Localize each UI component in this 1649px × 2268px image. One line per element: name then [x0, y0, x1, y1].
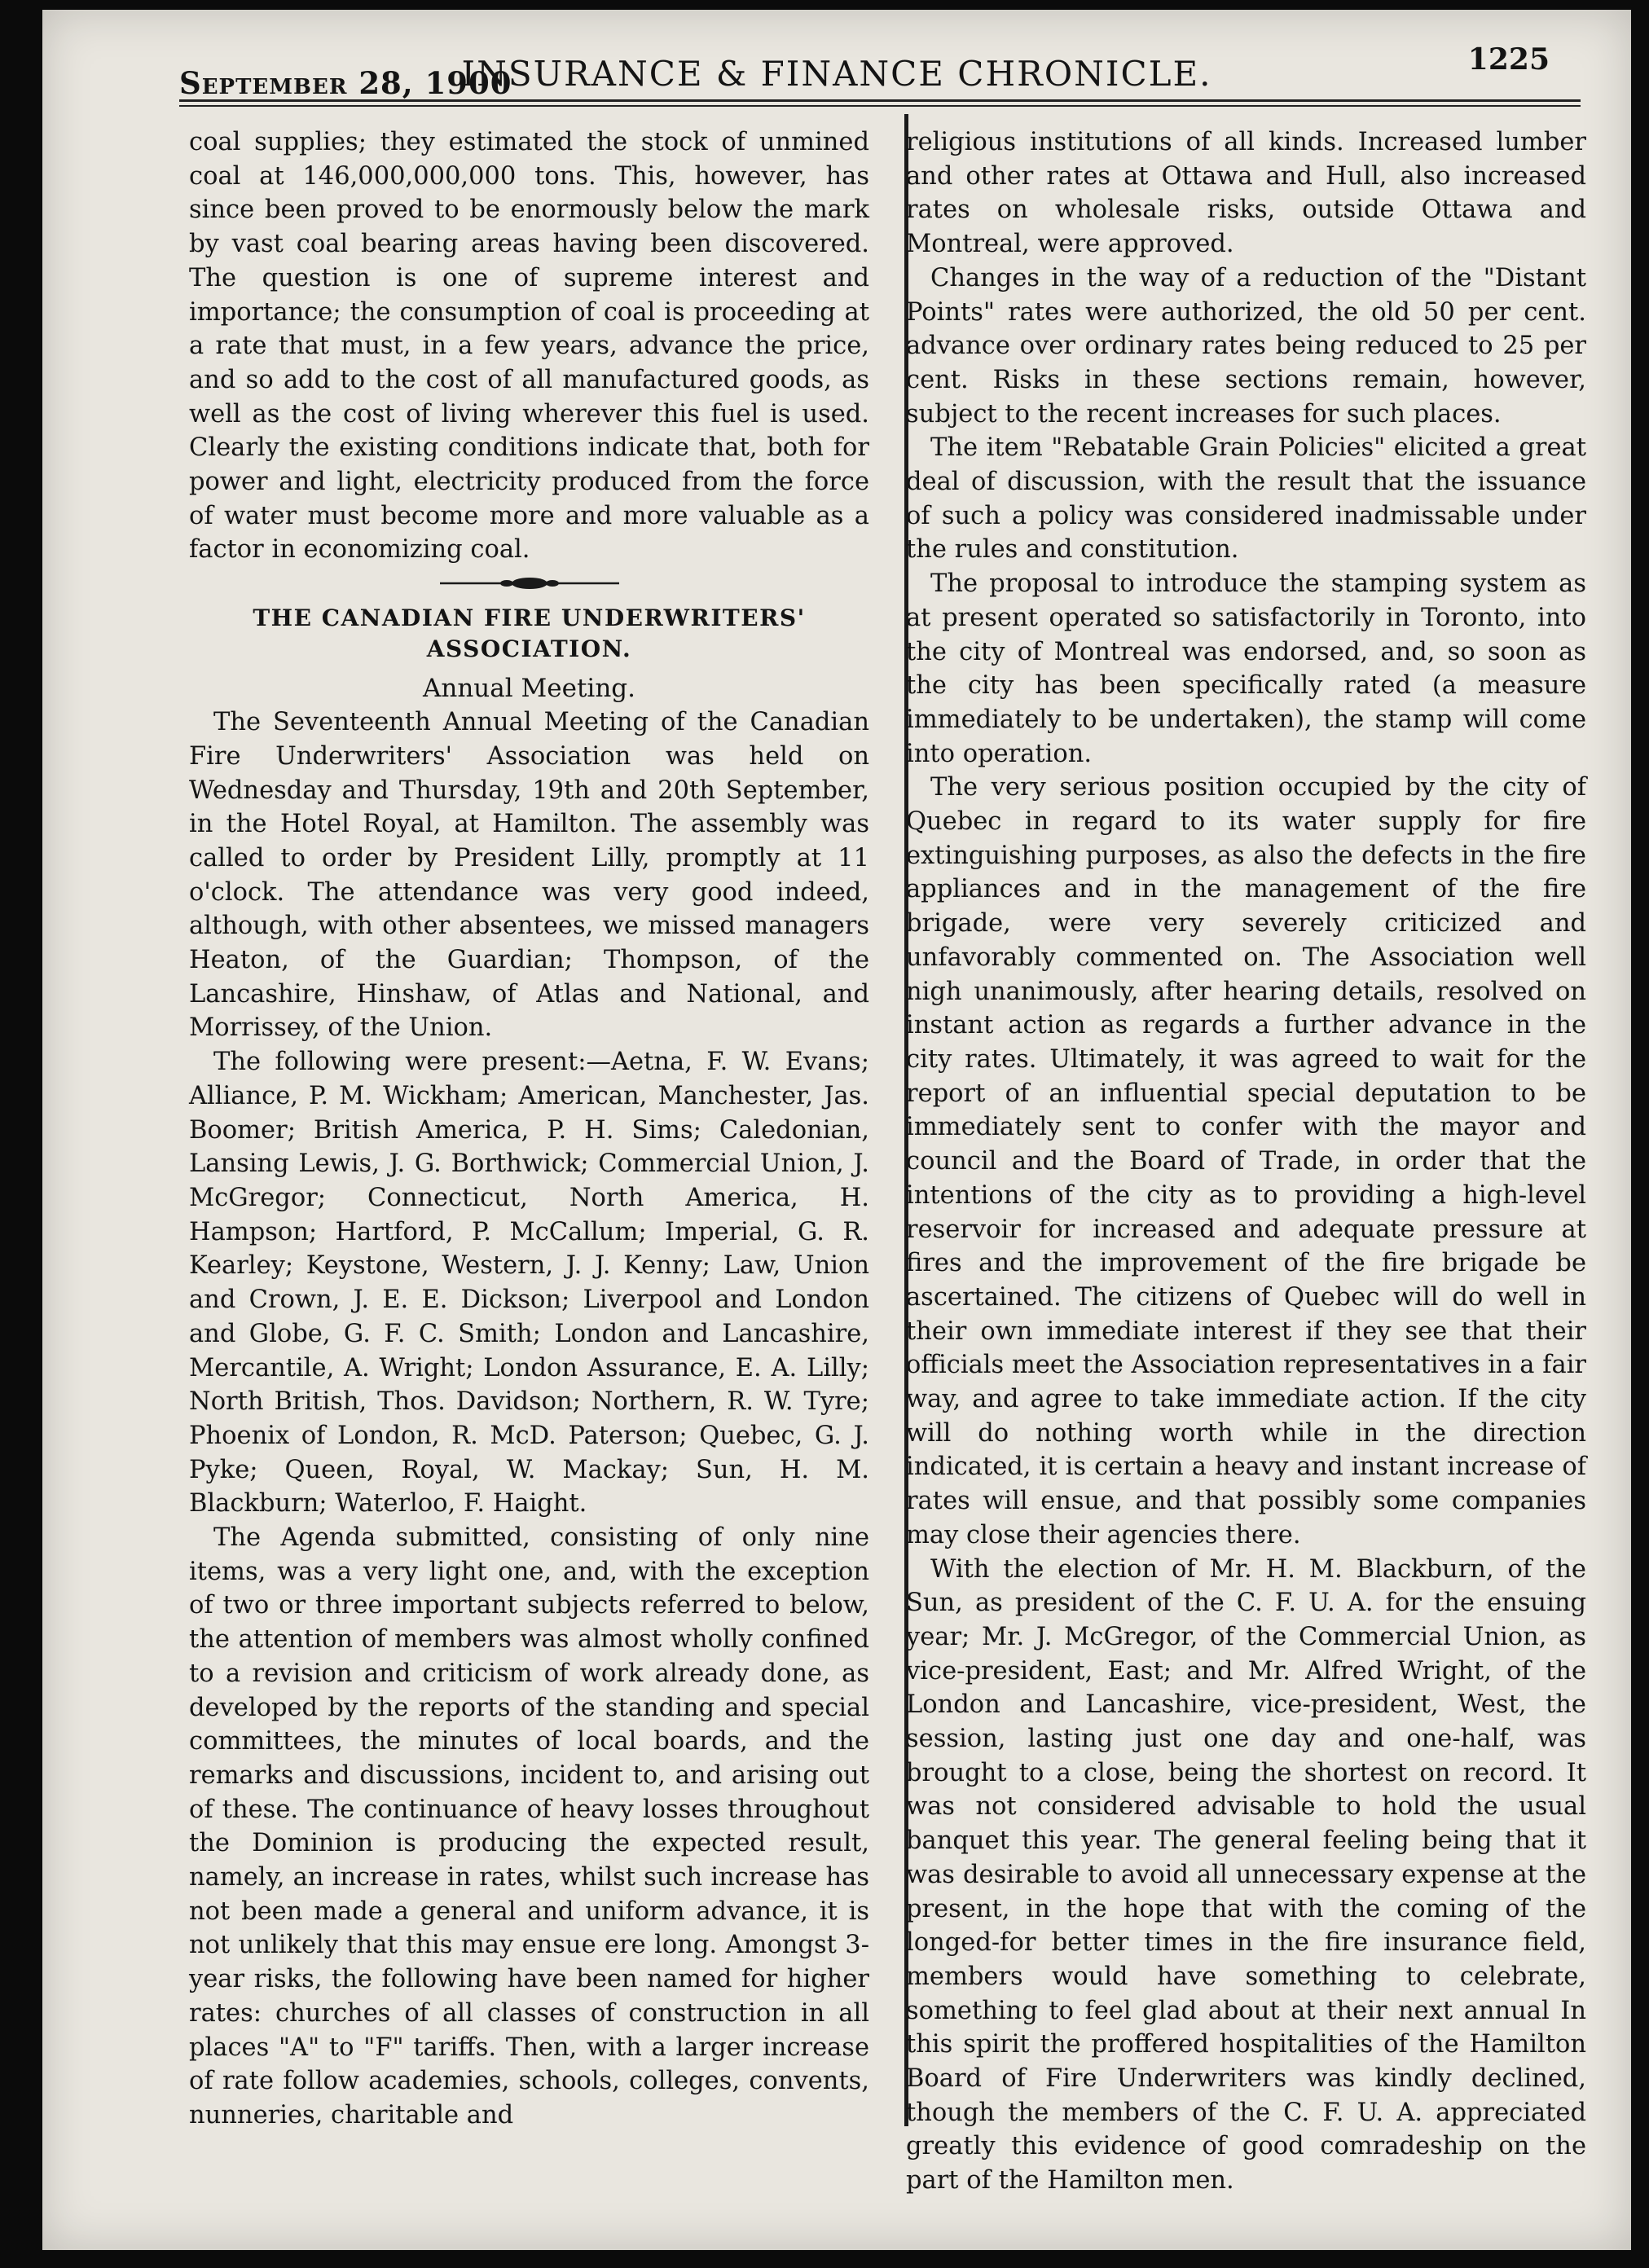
article-paragraph: The proposal to introduce the stamping system as at present operated so satisfactorily in Toronto, into the city of Montreal was endorsed, and, so soon as the city has been specifically rated (a measure immediately to be undertaken), the stamp will come into operation. [906, 569, 1586, 768]
section-subheading: Annual Meeting. [422, 674, 635, 704]
article-paragraph: With the election of Mr. H. M. Blackburn, of the Sun, as president of the C. F. U. A. for the ensuing year; Mr. J. McGregor, of the Commercial Union, as vice-president, East; and Mr. Alfred Wright, of the London and Lancashire, vice-president, West, the session, lasting just one day and one-half, was brought to a close, being the shortest on record. It was not considered advisable to hold the usual banquet this year. The general feeling being that it was desirable to avoid all unnecessary expense at the present, in the hope that with the coming of the longed-for better times in the fire insurance field, members would have something to celebrate, something to feel glad about at their next annual In this spirit the proffered hospitalities of the Hamilton Board of Fire Underwriters was kindly declined, though the members of the C. F. U. A. appreciated greatly this evidence of good comradeship on the part of the Hamilton men. [906, 1554, 1586, 2195]
article-paragraph: The Seventeenth Annual Meeting of the Canadian Fire Underwriters' Association was held on Wednesday and Thursday, 19th and 20th September, in the Hotel Royal, at Hamilton. The assembly was called to order by President Lilly, promptly at 11 o'clock. The attendance was very good indeed, although, with other absentees, we missed managers Heaton, of the Guardian; Thompson, of the Lancashire, Hinshaw, of Atlas and National, and Morrissey, of the Union. [189, 708, 869, 1043]
article-continuation: coal supplies; they estimated the stock of unmined coal at 146,000,000,000 tons. This, however, has since been proved to be enormously below the mark by vast coal bearing areas having been discovered. The question is one of supreme interest and importance; the consumption of coal is proceeding at a rate that must, in a few years, advance the price, and so add to the cost of all manufactured goods, as well as the cost of living wherever this fuel is used. Clearly the existing conditions indicate that, both for power and light, electricity produced from the force of water must become more and more valuable as a factor in economizing coal. [189, 128, 869, 565]
header-rule-top [179, 99, 1581, 102]
header-rule-bottom [179, 105, 1581, 107]
article-paragraph: The following were present:—Aetna, F. W. Evans; Alliance, P. M. Wickham; American, Manchester, Jas. Boomer; British America, P. H. Sims; Caledonian, Lansing Lewis, J. G. Borthwick; Commercial Union, J. McGregor; Connecticut, North America, H. Hampson; Hartford, P. McCallum; Imperial, G. R. Kearley; Keystone, Western, J. J. Kenny; Law, Union and Crown, J. E. E. Dickson; Liverpool and London and Globe, G. F. C. Smith; London and Lancashire, Mercantile, A. Wright; London Assurance, E. A. Lilly; North British, Thos. Davidson; Northern, R. W. Tyre; Phoenix of London, R. McD. Paterson; Quebec, G. J. Pyke; Queen, Royal, W. Mackay; Sun, H. M. Blackburn; Waterloo, F. Haight. [189, 1048, 869, 1519]
right-column [906, 125, 1586, 2198]
section-heading: THE CANADIAN FIRE UNDERWRITERS' ASSOCIATION. [253, 604, 806, 663]
article-paragraph: religious institutions of all kinds. Increased lumber and other rates at Ottawa and Hull, also increased rates on wholesale risks, outside Ottawa and Montreal, were approved. [906, 128, 1586, 259]
publication-title: INSURANCE & FINANCE CHRONICLE. [461, 54, 1212, 94]
issue-date: September 28, 1900 [179, 65, 512, 101]
newspaper-page [42, 10, 1631, 2250]
ornament-divider-icon [432, 575, 627, 591]
article-paragraph: The very serious position occupied by the city of Quebec in regard to its water supply for fire extinguishing purposes, as also the defects in the fire appliances and in the management of the fire brigade, were very severely criticized and unfavorably commented on. The Association well nigh unanimously, after hearing details, resolved on instant action as regards a further advance in the city rates. Ultimately, it was agreed to wait for the report of an influential special deputation to be immediately sent to confer with the mayor and council and the Board of Trade, in order that the intentions of the city as to providing a high-level reservoir for increased and adequate pressure at fires and the improvement of the fire brigade be ascertained. The citizens of Quebec will do well in their own immediate interest if they see that their officials meet the Association representatives in a fair way, and agree to take immediate action. If the city will do nothing worth while in the direction indicated, it is certain a heavy and instant increase of rates will ensue, and that possibly some companies may close their agencies there. [906, 773, 1586, 1549]
page-header [42, 42, 1631, 99]
page-number: 1225 [1467, 42, 1550, 77]
article-paragraph: Changes in the way of a reduction of the "Distant Points" rates were authorized, the old 50 per cent. advance over ordinary rates being reduced to 25 per cent. Risks in these sections remain, however, subject to the recent increases for such places. [906, 263, 1586, 429]
article-paragraph: The item "Rebatable Grain Policies" elicited a great deal of discussion, with the result that the issuance of such a policy was considered inadmissable under the rules and constitution. [906, 433, 1586, 565]
article-paragraph: The Agenda submitted, consisting of only nine items, was a very light one, and, with the exception of two or three important subjects referred to below, the attention of members was almost wholly confined to a revision and criticism of work already done, as developed by the reports of the standing and special committees, the minutes of local boards, and the remarks and discussions, incident to, and arising out of these. The continuance of heavy losses throughout the Dominion is producing the expected result, namely, an increase in rates, whilst such increase has not been made a general and uniform advance, it is not unlikely that this may ensue ere long. Amongst 3-year risks, the following have been named for higher rates: churches of all classes of construction in all places "A" to "F" tariffs. Then, with a larger increase of rate follow academies, schools, colleges, convents, nunneries, charitable and [189, 1523, 869, 2130]
left-column [189, 125, 869, 2133]
